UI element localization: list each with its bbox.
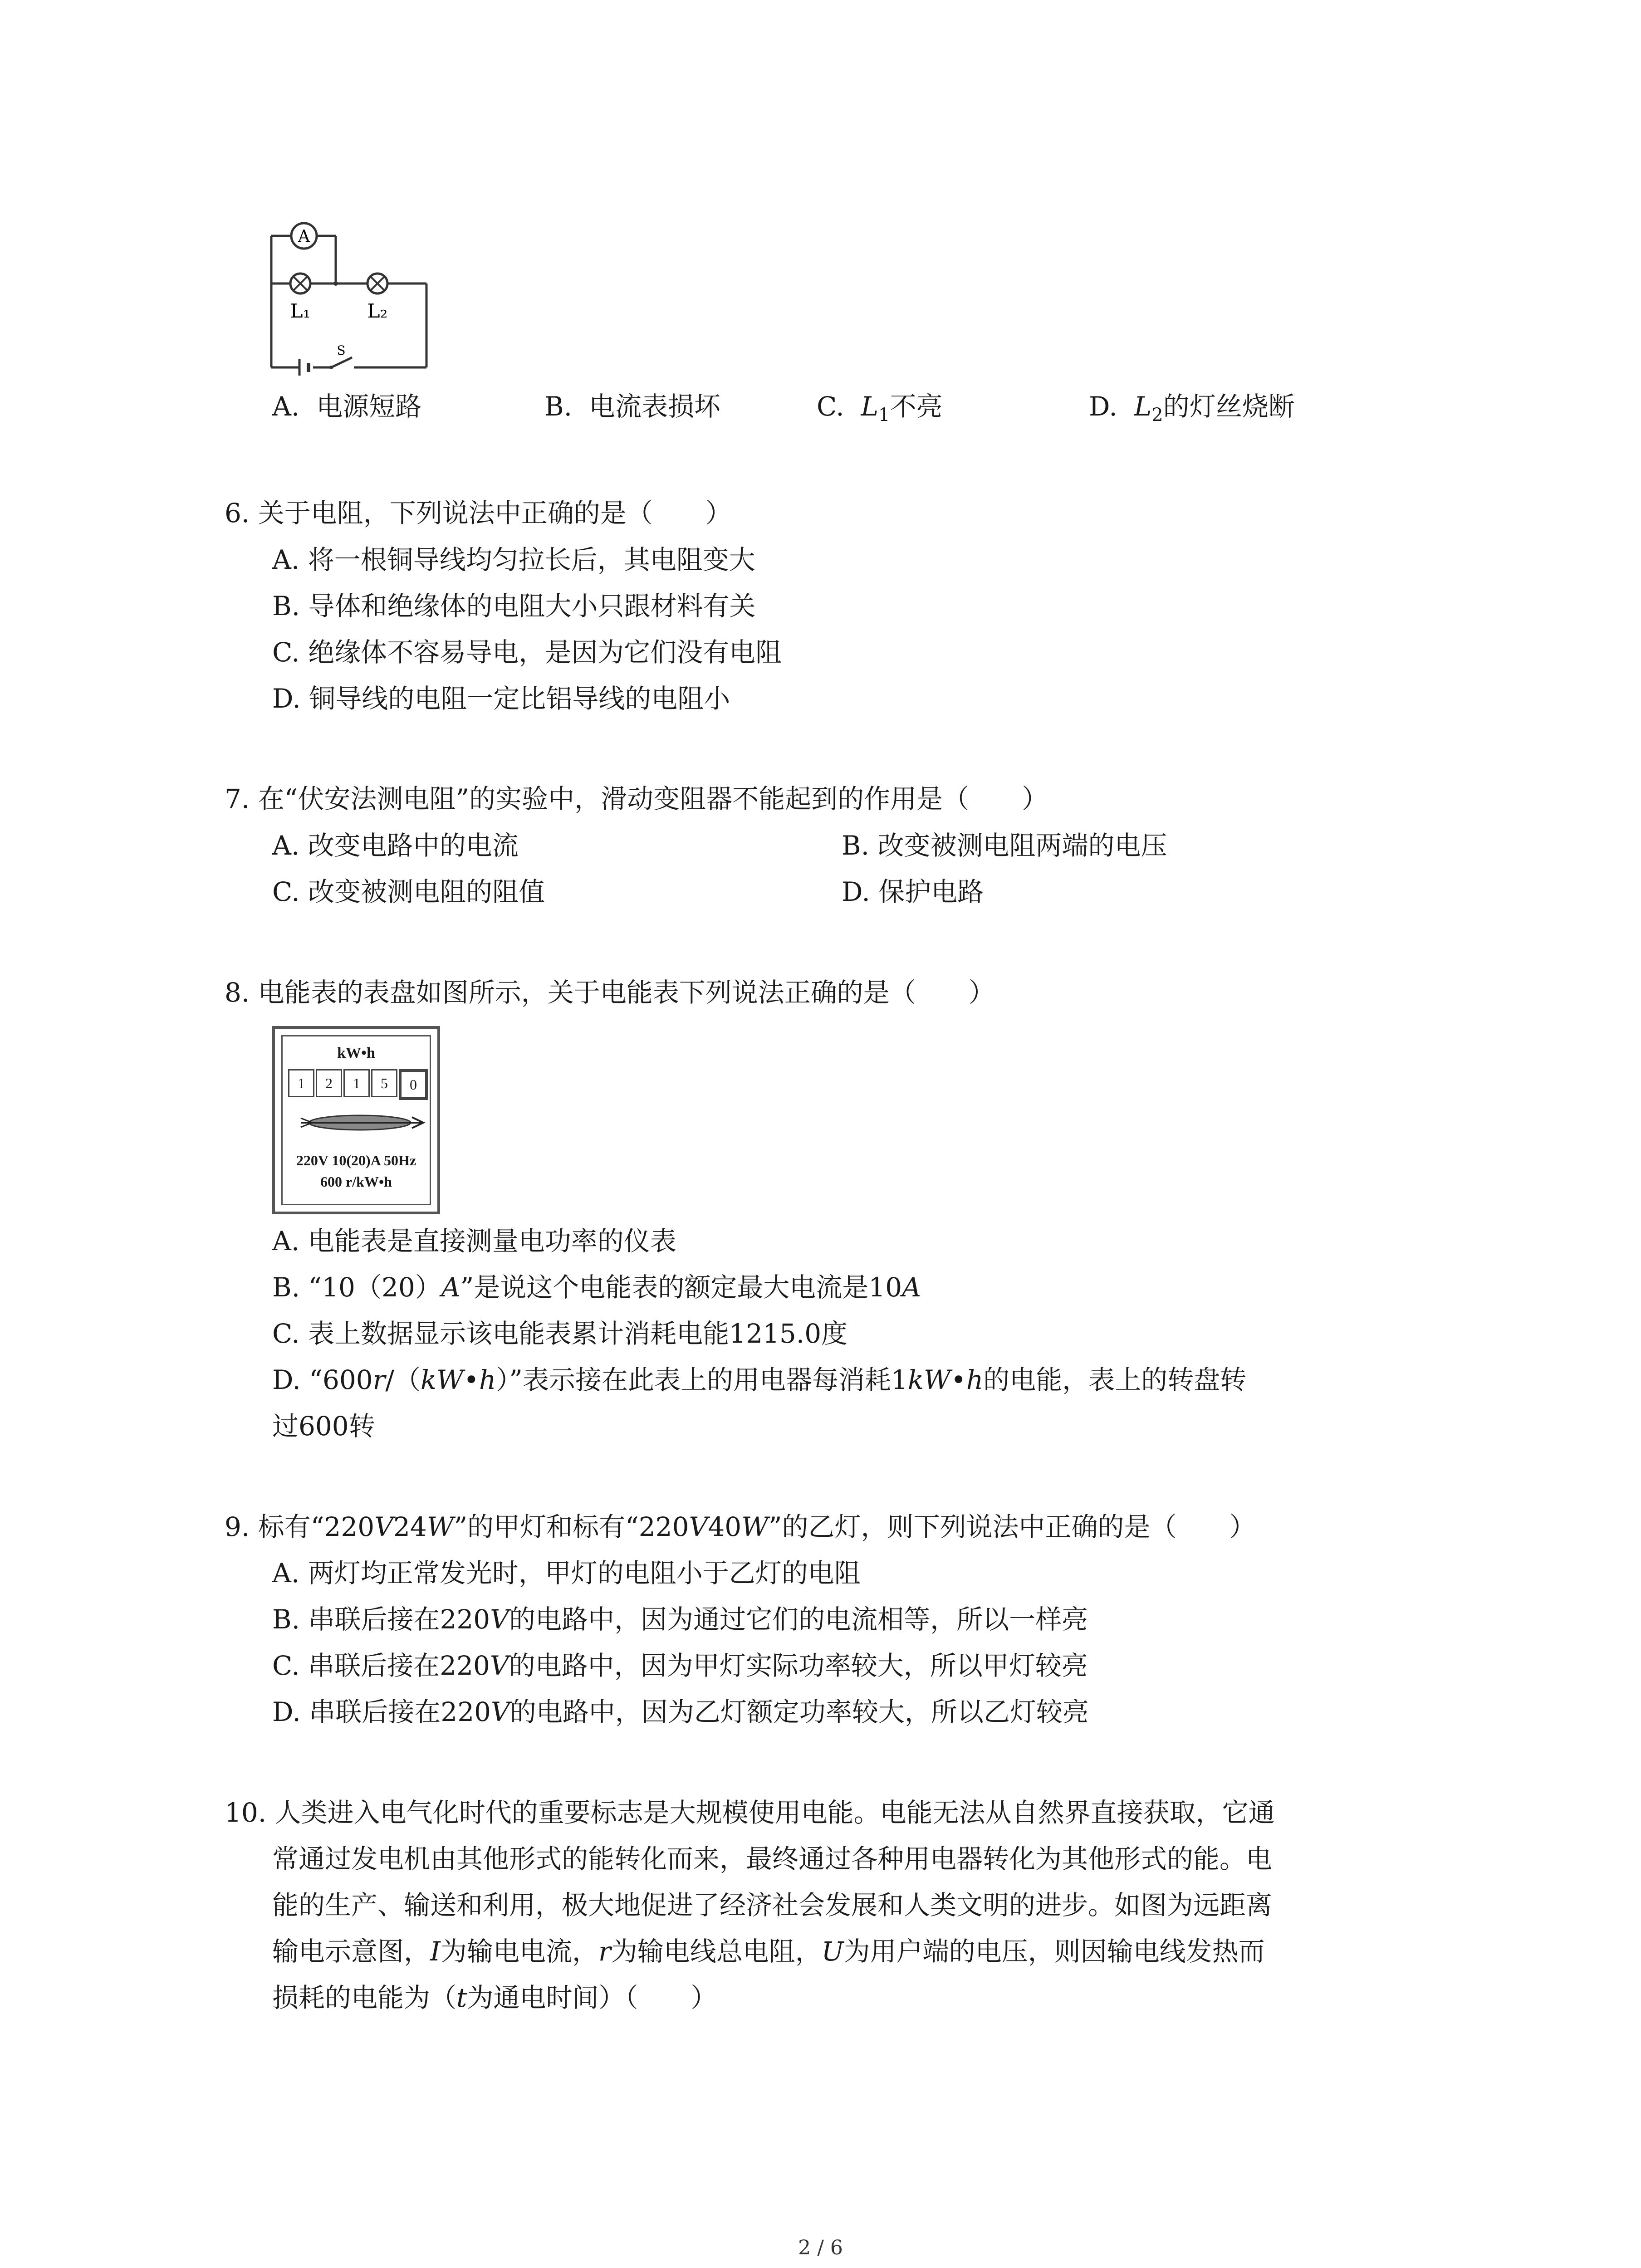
energy-meter-dial (272, 1026, 440, 1214)
q7-option-a: A. 改变电路中的电流 (272, 830, 519, 861)
q7-stem: 7. 在“伏安法测电阻”的实验中，滑动变阻器不能起到的作用是（ ） (225, 783, 1048, 814)
meter-digit: 1 (288, 1069, 314, 1097)
lamp2-icon (367, 274, 387, 293)
q5-option-b: B. 电流表损坏 (544, 391, 720, 422)
meter-spec-rating: 220V 10(20)A 50Hz (296, 1152, 416, 1168)
q9-option-a: A. 两灯均正常发光时，甲灯的电阻小于乙灯的电阻 (272, 1558, 861, 1589)
meter-digit: 5 (371, 1069, 397, 1097)
q6-option-b: B. 导体和绝缘体的电阻大小只跟材料有关 (272, 591, 756, 621)
lamp2-label: L₂ (367, 300, 388, 322)
q8-stem: 8. 电能表的表盘如图所示，关于电能表下列说法正确的是（ ） (225, 977, 995, 1008)
meter-spec-revs: 600 r/kW•h (320, 1173, 392, 1190)
q9-option-c: C. 串联后接在220V的电路中，因为甲灯实际功率较大，所以甲灯较亮 (272, 1650, 1088, 1681)
meter-unit: kW•h (337, 1045, 375, 1061)
lamp1-icon (290, 274, 310, 293)
q8-option-b: B. “10（20）A”是说这个电能表的额定最大电流是10A (272, 1272, 921, 1303)
q10-line2: 常通过发电机由其他形式的能转化而来，最终通过各种用电器转化为其他形式的能。电 (272, 1843, 1273, 1874)
q10-line1: 10. 人类进入电气化时代的重要标志是大规模使用电能。电能无法从自然界直接获取，它通 (225, 1797, 1275, 1828)
q10-line3: 能的生产、输送和利用，极大地促进了经济社会发展和人类文明的进步。如图为远距离 (272, 1890, 1273, 1921)
q8-option-d: D. “600r/（kW•h）”表示接在此表上的用电器每消耗1kW•h的电能，表上的转盘转 (272, 1364, 1247, 1395)
page-number: 2 / 6 (798, 2236, 843, 2259)
meter-digit: 1 (343, 1069, 370, 1097)
q7-option-d: D. 保护电路 (842, 876, 984, 907)
switch-icon (329, 366, 333, 369)
q9-option-d: D. 串联后接在220V的电路中，因为乙灯额定功率较大，所以乙灯较亮 (272, 1696, 1089, 1727)
circuit-diagram (263, 213, 436, 376)
q8-option-c: C. 表上数据显示该电能表累计消耗电能1215.0度 (272, 1318, 848, 1349)
lamp1-label: L₁ (290, 300, 311, 322)
battery-icon (299, 359, 309, 376)
q6-option-d: D. 铜导线的电阻一定比铝导线的电阻小 (272, 683, 730, 714)
q5-option-a: A. 电源短路 (272, 391, 422, 422)
q10-line4: 输电示意图，I为输电电流，r为输电线总电阻，U为用户端的电压，则因输电线发热而 (272, 1936, 1265, 1967)
q8-option-d-cont: 过600转 (272, 1411, 375, 1442)
q5-option-c: C. $L_1$不亮 (817, 391, 943, 425)
meter-disc-icon (292, 1109, 428, 1136)
meter-digits (288, 1069, 429, 1100)
q6-option-a: A. 将一根铜导线均匀拉长后，其电阻变大 (272, 544, 755, 575)
q8-option-a: A. 电能表是直接测量电功率的仪表 (272, 1226, 676, 1256)
q9-stem: 9. 标有“220V24W”的甲灯和标有“220V40W”的乙灯，则下列说法中正确的是（ ） (225, 1511, 1256, 1542)
ammeter-label: A (298, 227, 310, 246)
q9-option-b: B. 串联后接在220V的电路中，因为通过它们的电流相等，所以一样亮 (272, 1604, 1088, 1635)
meter-digit-decimal: 0 (399, 1069, 428, 1100)
q5-option-d: D. $L_2$的灯丝烧断 (1089, 391, 1295, 425)
q7-option-b: B. 改变被测电阻两端的电压 (842, 830, 1167, 861)
meter-digit: 2 (316, 1069, 342, 1097)
switch-label: S (337, 343, 346, 358)
q6-option-c: C. 绝缘体不容易导电，是因为它们没有电阻 (272, 637, 782, 668)
q6-stem: 6. 关于电阻，下列说法中正确的是（ ） (225, 498, 732, 528)
q10-line5: 损耗的电能为（t为通电时间）（ ） (272, 1982, 717, 2013)
q7-option-c: C. 改变被测电阻的阻值 (272, 876, 545, 907)
